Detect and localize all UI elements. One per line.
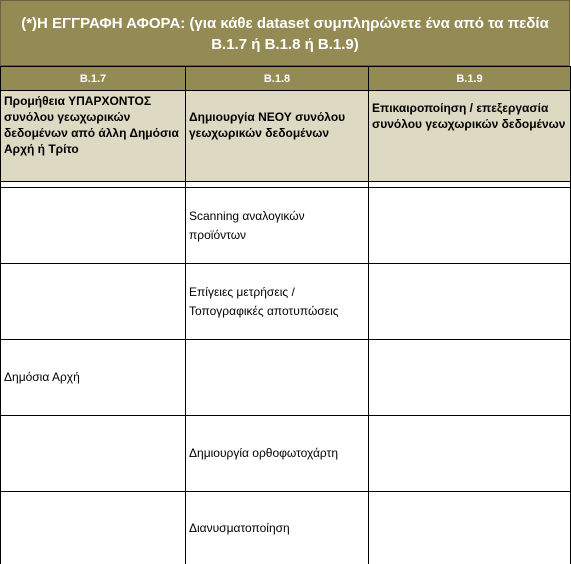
cell-b17[interactable] bbox=[1, 264, 186, 340]
cell-b19[interactable] bbox=[369, 416, 571, 492]
table-row bbox=[1, 188, 571, 264]
cell-b18[interactable]: Δημιουργία ορθοφωτοχάρτη bbox=[186, 416, 369, 492]
registration-table bbox=[0, 66, 571, 564]
column-heading-row bbox=[1, 91, 571, 182]
column-heading-b19: Επικαιροποίηση / επεξεργασία συνόλου γεωχωρικών δεδομένων bbox=[369, 91, 571, 182]
cell-b17[interactable] bbox=[1, 416, 186, 492]
cell-b17[interactable]: Δημόσια Αρχή bbox=[1, 340, 186, 416]
cell-b18[interactable]: Επίγειες μετρήσεις / Τοπογραφικές αποτυπώσεις bbox=[186, 264, 369, 340]
cell-b18[interactable] bbox=[186, 340, 369, 416]
cell-b17[interactable] bbox=[1, 492, 186, 564]
column-code-b19: B.1.9 bbox=[369, 67, 571, 91]
table-row bbox=[1, 416, 571, 492]
table-row bbox=[1, 264, 571, 340]
column-code-row bbox=[1, 67, 571, 91]
cell-b19[interactable] bbox=[369, 492, 571, 564]
cell-b19[interactable] bbox=[369, 264, 571, 340]
cell-b18[interactable]: Scanning αναλογικών προϊόντων bbox=[186, 188, 369, 264]
form-title bbox=[0, 0, 570, 66]
cell-b19[interactable] bbox=[369, 340, 571, 416]
column-code-b18: B.1.8 bbox=[186, 67, 369, 91]
form-title-line-1: (*)Η ΕΓΓΡΑΦΗ ΑΦΟΡΑ: (για κάθε dataset συμπληρώνετε ένα από τα πεδία bbox=[1, 13, 569, 34]
table-row bbox=[1, 492, 571, 564]
column-heading-b18: Δημιουργία ΝΕΟΥ συνόλου γεωχωρικών δεδομένων bbox=[186, 91, 369, 182]
form-title-line-2: Β.1.7 ή Β.1.8 ή Β.1.9) bbox=[1, 34, 569, 55]
cell-b19[interactable] bbox=[369, 188, 571, 264]
cell-b17[interactable] bbox=[1, 188, 186, 264]
column-code-b17: B.1.7 bbox=[1, 67, 186, 91]
table-row bbox=[1, 340, 571, 416]
cell-b18[interactable]: Διανυσματοποίηση bbox=[186, 492, 369, 564]
column-heading-b17: Προμήθεια ΥΠΑΡΧΟΝΤΟΣ συνόλου γεωχωρικών δεδομένων από άλλη Δημόσια Αρχή ή Τρίτο bbox=[1, 91, 186, 182]
